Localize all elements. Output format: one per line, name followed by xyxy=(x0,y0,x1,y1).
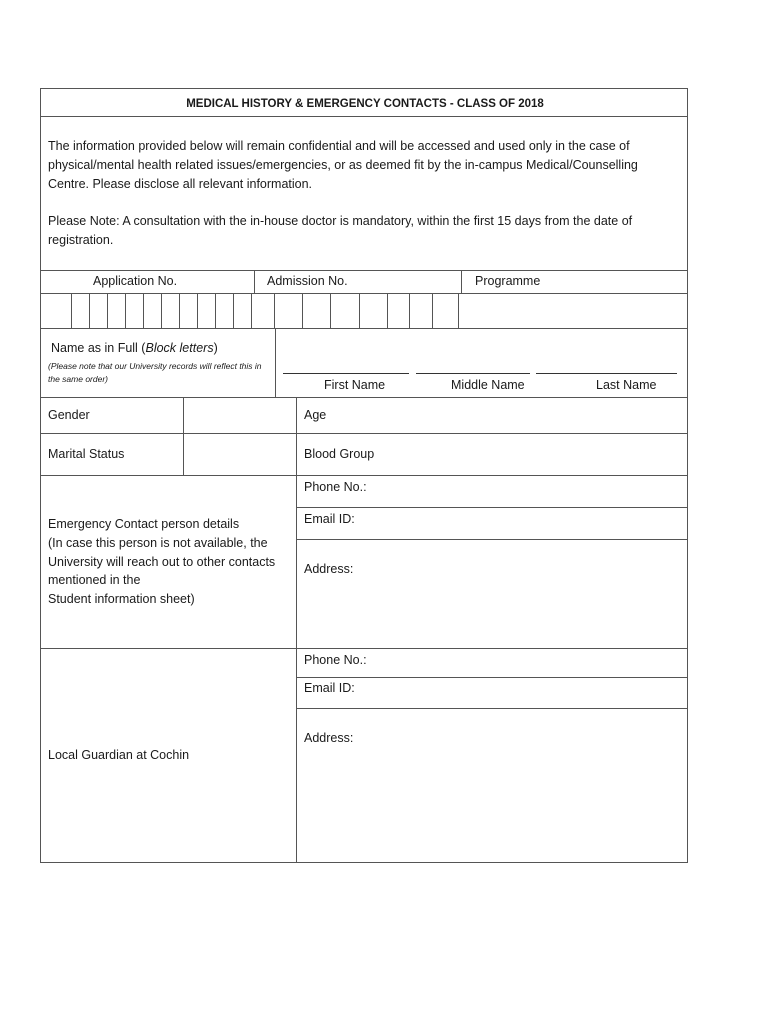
programme-label: Programme xyxy=(475,274,541,288)
emergency-contact-label-2: (In case this person is not available, the xyxy=(48,536,268,550)
row-divider xyxy=(296,539,688,540)
last-name-label: Last Name xyxy=(596,378,657,392)
gender-label: Gender xyxy=(48,408,90,422)
admission-no-label: Admission No. xyxy=(267,274,348,288)
middle-name-field[interactable] xyxy=(416,373,530,374)
emergency-email-label: Email ID: xyxy=(304,512,355,526)
guardian-email-label: Email ID: xyxy=(304,681,355,695)
guardian-phone-label: Phone No.: xyxy=(304,653,367,667)
emergency-address-label: Address: xyxy=(304,562,354,576)
row-divider xyxy=(296,677,688,678)
gender-field[interactable] xyxy=(184,398,296,433)
form-title: MEDICAL HISTORY & EMERGENCY CONTACTS - CLASS OF 2018 xyxy=(186,98,544,110)
first-name-label: First Name xyxy=(324,378,386,392)
col-divider xyxy=(275,328,276,397)
blood-group-label: Blood Group xyxy=(304,447,375,461)
col-divider xyxy=(461,270,462,294)
first-name-field[interactable] xyxy=(283,373,409,374)
emergency-phone-label: Phone No.: xyxy=(304,480,367,494)
marital-status-label: Marital Status xyxy=(48,447,125,461)
last-name-field[interactable] xyxy=(536,373,677,374)
doctor-note: Please Note: A consultation with the in-house doctor is mandatory, within the first 15 days from the date of registration. xyxy=(48,214,633,247)
programme-field[interactable] xyxy=(459,294,687,328)
admission-number-boxes[interactable] xyxy=(255,293,461,329)
row-divider xyxy=(296,708,688,709)
marital-status-field[interactable] xyxy=(184,434,296,475)
full-name-label xyxy=(51,339,218,358)
title-divider xyxy=(40,116,688,117)
full-name-label-prefix: Name as in Full ( xyxy=(51,341,146,355)
col-divider xyxy=(254,270,255,294)
row-divider xyxy=(40,397,688,398)
emergency-contact-label-3: University will reach out to other contacts xyxy=(48,555,276,569)
age-label: Age xyxy=(304,408,327,422)
row-divider xyxy=(40,475,688,476)
row-divider xyxy=(40,433,688,434)
intro-text: The information provided below will remain confidential and will be accessed and used only in the case of physical/mental health related issues/emergencies, or as deemed fit by the in-campus Medical/Counselling Centre. Please disclose all relevant information. xyxy=(48,139,638,191)
full-name-label-suffix: ) xyxy=(213,341,218,355)
local-guardian-label: Local Guardian at Cochin xyxy=(48,748,190,762)
row-divider xyxy=(296,507,688,508)
middle-name-label: Middle Name xyxy=(451,378,525,392)
full-name-note: (Please note that our University records will reflect this in the same order) xyxy=(48,361,262,384)
application-no-label: Application No. xyxy=(93,274,178,288)
col-divider xyxy=(296,397,297,863)
emergency-contact-label-1: Emergency Contact person details xyxy=(48,517,240,531)
row-divider xyxy=(40,648,688,649)
application-number-boxes[interactable] xyxy=(40,293,255,329)
guardian-address-label: Address: xyxy=(304,731,354,745)
full-name-label-block: Block letters xyxy=(145,341,214,355)
emergency-contact-label-5: Student information sheet) xyxy=(48,592,195,606)
emergency-contact-label-4: mentioned in the xyxy=(48,573,141,587)
row-divider xyxy=(40,270,688,271)
